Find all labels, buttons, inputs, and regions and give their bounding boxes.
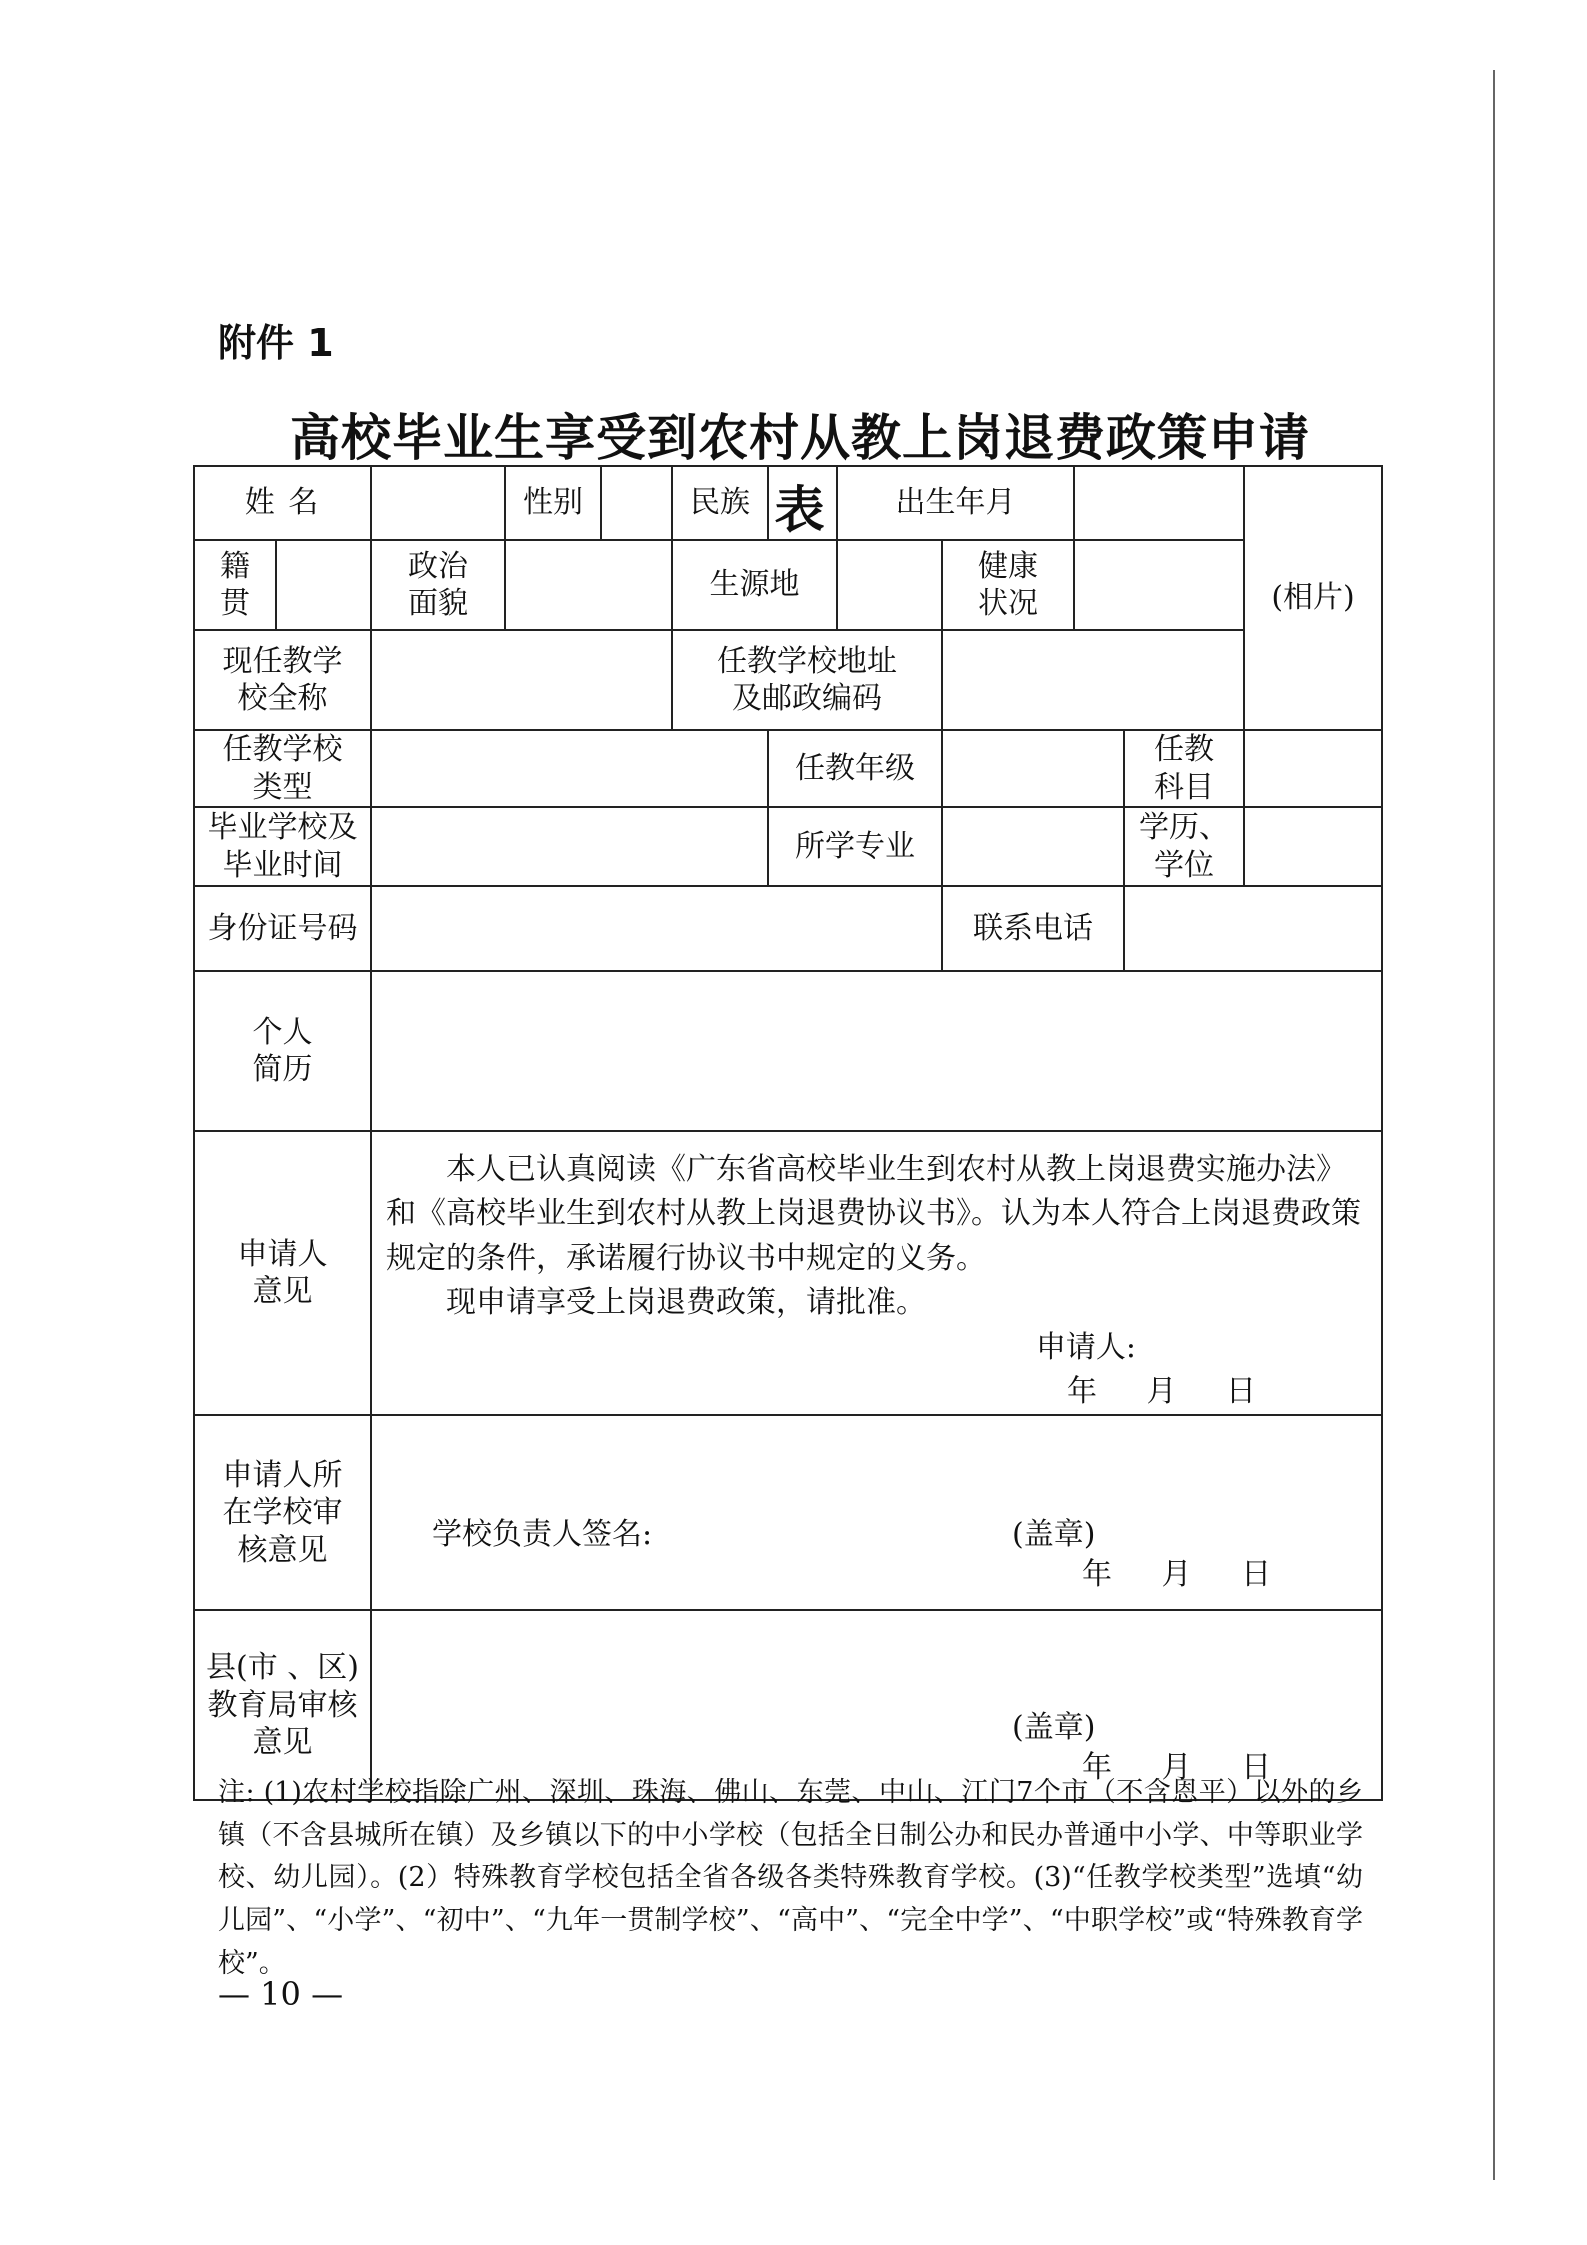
label-name: 姓 名 [194, 466, 371, 540]
label-graduation-school: 毕业学校及毕业时间 [194, 807, 371, 886]
page-edge-line [1493, 70, 1495, 2180]
field-phone[interactable] [1124, 886, 1382, 971]
label-county-review: 县(市 、区)教育局审核意见 [194, 1610, 371, 1800]
field-major[interactable] [942, 807, 1124, 886]
statement-paragraph-2: 现申请享受上岗退费政策，请批准。 [446, 1285, 927, 1321]
school-review-date: 年 月 日 [1082, 1557, 1272, 1593]
label-health: 健康状况 [942, 540, 1074, 630]
field-ethnicity[interactable] [768, 466, 837, 540]
field-resume[interactable] [371, 971, 1382, 1131]
county-review-date: 年 月 日 [1082, 1750, 1272, 1786]
statement-paragraph-1: 本人已认真阅读《广东省高校毕业生到农村从教上岗退费实施办法》和《高校毕业生到农村从教上岗退费协议书》。认为本人符合上岗退费政策规定的条件，承诺履行协议书中规定的义务。 [386, 1152, 1362, 1276]
field-birth-date[interactable] [1074, 466, 1244, 540]
field-political-status[interactable] [505, 540, 672, 630]
label-birth-date: 出生年月 [837, 466, 1074, 540]
footnotes: 注: (1)农村学校指除广州、深圳、珠海、佛山、东莞、中山、江门7个市（不含恩平）以外的乡镇（不含县城所在镇）及乡镇以下的中小学校（包括全日制公办和民办普通中小学、中等职业学校、幼儿园）。(2）特殊教育学校包括全省各级各类特殊教育学校。(3)“任教学校类型”选填“幼儿园”、“小学”、“初中”、“九年一贯制学校”、“高中”、“完全中学”、“中职学校”或“特殊教育学校”。 [218, 1777, 1363, 1979]
field-id-number[interactable] [371, 886, 942, 971]
field-degree[interactable] [1244, 807, 1382, 886]
label-native-place: 籍贯 [194, 540, 276, 630]
label-origin: 生源地 [672, 540, 837, 630]
field-grade[interactable] [942, 730, 1124, 807]
label-gender: 性别 [505, 466, 601, 540]
attachment-label: 附件 1 [218, 321, 334, 365]
field-school-address[interactable] [942, 630, 1244, 730]
label-phone: 联系电话 [942, 886, 1124, 971]
label-id-number: 身份证号码 [194, 886, 371, 971]
applicant-signature-label: 申请人: [1035, 1329, 1137, 1365]
label-major: 所学专业 [768, 807, 942, 886]
application-form-table [193, 465, 1383, 1801]
field-school-type[interactable] [371, 730, 768, 807]
principal-signature-label: 学校负责人签名: [432, 1517, 653, 1553]
label-grade: 任教年级 [768, 730, 942, 807]
label-school-name: 现任教学校全称 [194, 630, 371, 730]
field-school-name[interactable] [371, 630, 672, 730]
page-number: — 10 — [218, 1975, 344, 2013]
label-school-type: 任教学校类型 [194, 730, 371, 807]
form-title: 高校毕业生享受到农村从教上岗退费政策申请表 [290, 408, 1310, 539]
label-applicant-opinion: 申请人意见 [194, 1131, 371, 1415]
photo-box[interactable]: (相片) [1244, 466, 1382, 730]
label-political-status: 政治面貌 [371, 540, 505, 630]
field-name[interactable] [371, 466, 505, 540]
field-graduation-school[interactable] [371, 807, 768, 886]
label-ethnicity: 民族 [672, 466, 768, 540]
school-seal-label: (盖章) [1012, 1517, 1096, 1553]
field-origin[interactable] [837, 540, 942, 630]
label-school-address: 任教学校地址及邮政编码 [672, 630, 942, 730]
label-subject: 任教科目 [1124, 730, 1244, 807]
label-resume: 个人简历 [194, 971, 371, 1131]
field-health[interactable] [1074, 540, 1244, 630]
county-seal-label: (盖章) [1012, 1710, 1096, 1746]
field-subject[interactable] [1244, 730, 1382, 807]
label-school-review: 申请人所在学校审核意见 [194, 1415, 371, 1610]
field-native-place[interactable] [276, 540, 371, 630]
applicant-statement[interactable] [371, 1131, 1382, 1415]
school-review-field[interactable] [371, 1415, 1382, 1610]
field-gender[interactable] [601, 466, 672, 540]
applicant-date: 年 月 日 [1066, 1373, 1257, 1409]
label-degree: 学历、学位 [1124, 807, 1244, 886]
